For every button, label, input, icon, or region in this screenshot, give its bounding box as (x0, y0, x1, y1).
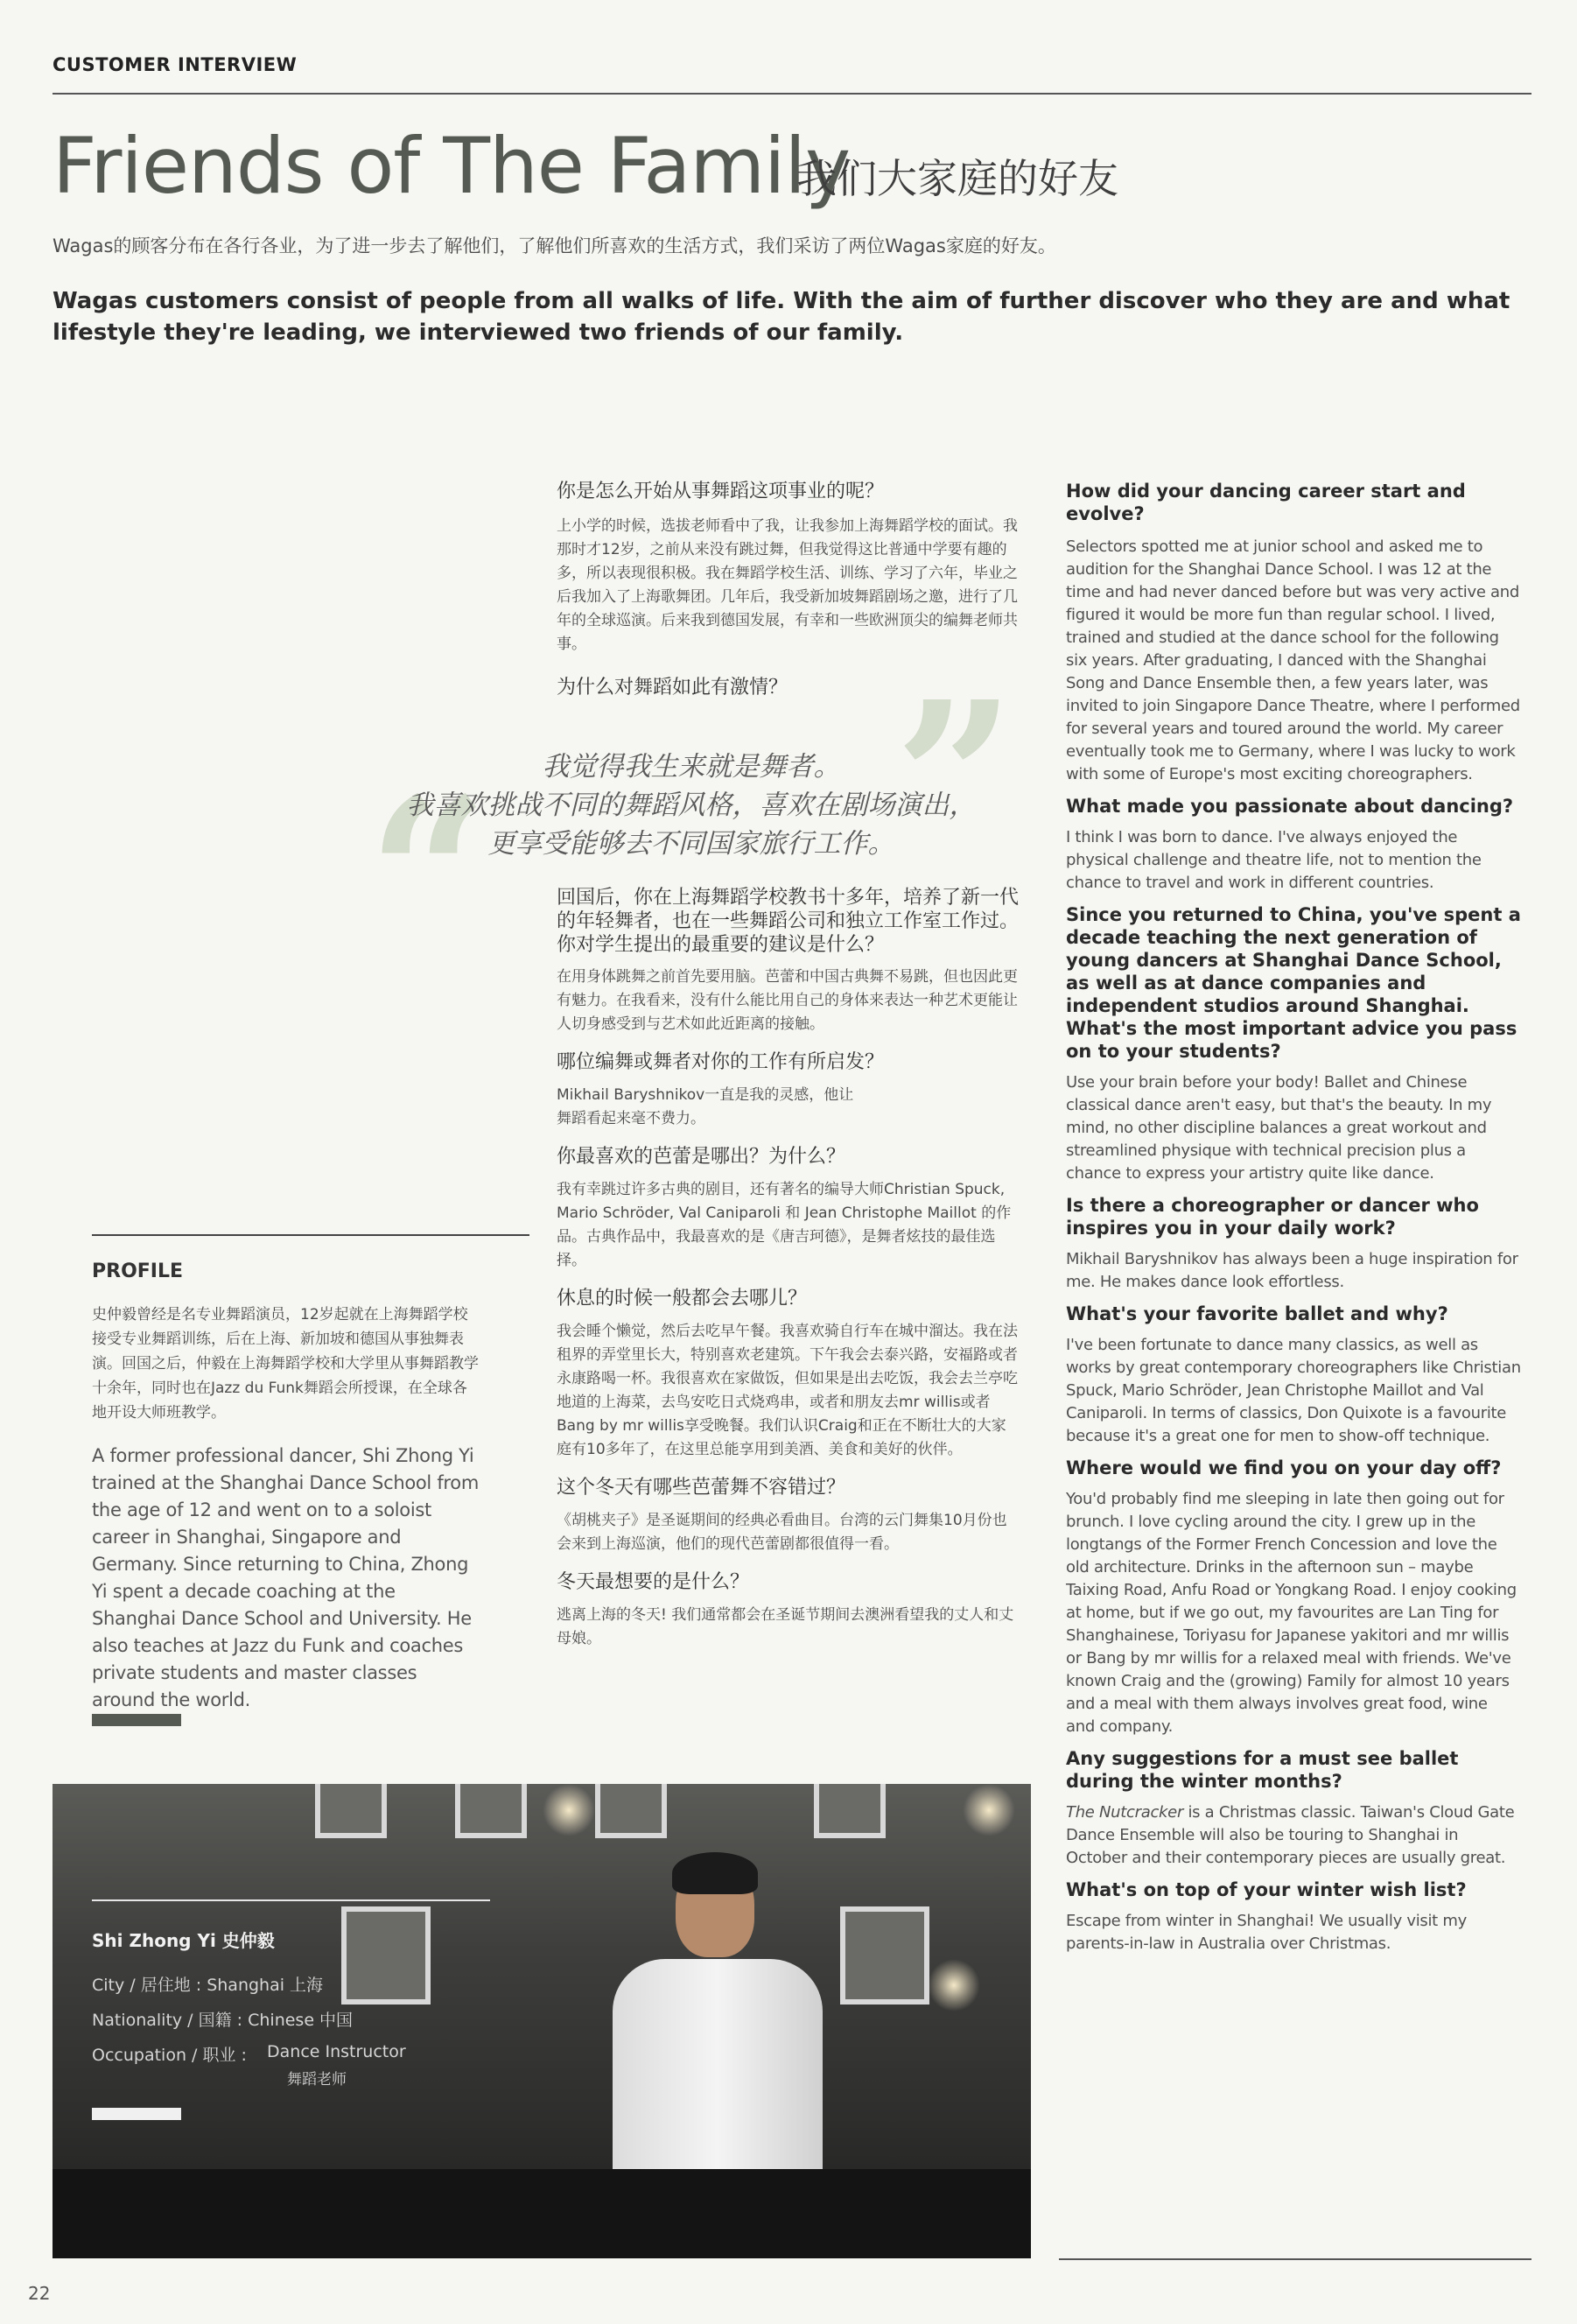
zh-qa-bottom (557, 886, 1020, 1651)
en-question-2: What made you passionate about dancing? (1066, 796, 1514, 817)
en-question-7: Any suggestions for a must see ballet during the winter months? (1066, 1748, 1459, 1792)
en-answer-7-rest: is a Christmas classic. Taiwan's Cloud Gate Dance Ensemble will also be touring to Shanghai in October and their contemporary pieces are usually great. (1066, 1803, 1515, 1867)
wall-frame (341, 1906, 431, 2005)
top-divider (53, 93, 1531, 95)
card-nationality: Nationality / 国籍 : Chinese 中国 (92, 2011, 354, 2030)
zh-answer-8: 逃离上海的冬天! 我们通常都会在圣诞节期间去澳洲看望我的丈人和丈母娘。 (557, 1606, 1014, 1647)
card-city: City / 居住地 : Shanghai 上海 (92, 1976, 324, 1995)
wall-frame (840, 1906, 929, 2005)
wall-frame (315, 1784, 387, 1838)
wall-frame (595, 1784, 667, 1838)
en-answer-3: Use your brain before your body! Ballet and Chinese classical dance aren't easy, but that's the beauty. In my mind, no other discipline balances a great workout and streamlined physique with technical precision plus a chance to express your artistry quite like dance. (1066, 1073, 1492, 1183)
card-occupation-chinese: 舞蹈老师 (287, 2071, 347, 2089)
lamp-light (928, 1959, 980, 2012)
card-name: Shi Zhong Yi 史仲毅 (92, 1930, 275, 1951)
zh-question-4: 哪位编舞或舞者对你的工作有所启发？ (557, 1051, 885, 1073)
wall-frame (455, 1784, 527, 1838)
profile-divider (92, 1234, 529, 1236)
zh-question-2: 为什么对舞蹈如此有激情？ (557, 677, 788, 699)
en-answer-1: Selectors spotted me at junior school and asked me to audition for the Shanghai Dance School. I was 12 at the time and had never danced before but was very active and figured it would be more fun than regular school. I lived, trained and studied at the dance school for the following six years. After graduating, I danced with the Shanghai Song and Dance Ensemble then, a few years later, was invited to join Singapore Dance Theatre, where I performed for several years and toured around the world. My career eventually took me to Germany, where I was lucky to work with some of Europe's most exciting choreographers. (1066, 537, 1520, 783)
page-title: Friends of The Family (53, 121, 851, 211)
zh-question-3: 回国后，你在上海舞蹈学校教书十多年，培养了新一代的年轻舞者，也在一些舞蹈公司和独立工作室工作过。你对学生提出的最重要的建议是什么？ (557, 887, 1020, 956)
zh-question-5: 你最喜欢的芭蕾是哪出？为什么？ (557, 1146, 846, 1168)
card-occupation-label: Occupation / 职业 : (92, 2046, 247, 2065)
quote-line-3: 更享受能够去不同国家旅行工作。 (487, 828, 895, 860)
en-answer-6: You'd probably find me sleeping in late then going out for brunch. I love cycling around the city. I grew up in the longtangs of the Former French Concession and love the old architecture. Drinks in the afternoon sun – maybe Taixing Road, Anfu Road or Yongkang Road. I enjoy cooking at home, but if we go out, my favourites are Lan Ting for Shanghainese, Toriyasu for Japanese yakitori and mr willis or Bang by mr willis for a relaxed meal with friends. We've known Craig and the (growing) Family for almost 10 years and a meal with them always involves great food, wine and company. (1066, 1490, 1517, 1736)
en-qa (1066, 480, 1521, 1955)
en-question-5: What's your favorite ballet and why? (1066, 1303, 1448, 1324)
card-accent-bar (92, 2108, 181, 2120)
zh-answer-1: 上小学的时候，选拔老师看中了我，让我参加上海舞蹈学校的面试。我那时才12岁，之前从来没有跳过舞，但我觉得这比普通中学要有趣的多，所以表现很积极。我在舞蹈学校生活、训练、学习了六年，毕业之后我加入了上海歌舞团。几年后，我受新加坡舞蹈剧场之邀，进行了几年的全球巡演。后来我到德国发展，有幸和一些欧洲顶尖的编舞老师共事。 (557, 517, 1018, 653)
zh-answer-3: 在用身体跳舞之前首先要用脑。芭蕾和中国古典舞不易跳，但也因此更有魅力。在我看来，没有什么能比用自己的身体来表达一种艺术更能让人切身感受到与艺术如此近距离的接触。 (557, 968, 1018, 1033)
en-answer-8: Escape from winter in Shanghai! We usually visit my parents-in-law in Australia over Christmas. (1066, 1912, 1467, 1953)
profile-title: PROFILE (92, 1260, 184, 1282)
en-question-3: Since you returned to China, you've spent a decade teaching the next generation of young dancers at Shanghai Dance School, as well as at dance companies and independent studios around Shanghai. What's the most important advice you pass on to your students? (1066, 904, 1521, 1062)
zh-answer-6: 我会睡个懒觉，然后去吃早午餐。我喜欢骑自行车在城中溜达。我在法租界的弄堂里长大，特别喜欢老建筑。下午我会去泰兴路，安福路或者永康路喝一杯。我很喜欢在家做饭，但如果是出去吃饭，我会去兰亭吃地道的上海菜，去鸟安吃日式烧鸡串，或者和朋友去mr willis或者Bang by mr willis享受晚餐。我们认识Craig和正在不断壮大的大家庭有10多年了，在这里总能享用到美酒、美食和美好的伙伴。 (557, 1323, 1018, 1458)
profile-english: A former professional dancer, Shi Zhong Yi trained at the Shanghai Dance School from the age of 12 and went on to a soloist career in Shanghai, Singapore and Germany. Since returning to China, Zhong Yi spent a decade coaching at the Shanghai Dance School and University. He also teaches at Jazz du Funk and coaches private students and master classes around the world. (92, 1445, 480, 1710)
open-quote-icon: “ (368, 752, 489, 999)
profile-accent-bar (92, 1714, 181, 1726)
zh-question-1: 你是怎么开始从事舞蹈这项事业的呢？ (557, 481, 885, 502)
intro-chinese: Wagas的顾客分布在各行各业，为了进一步去了解他们，了解他们所喜欢的生活方式，我们采访了两位Wagas家庭的好友。 (53, 235, 1056, 256)
quote-line-1: 我觉得我生来就是舞者。 (542, 751, 841, 783)
en-answer-4: Mikhail Baryshnikov has always been a huge inspiration for me. He makes dance look effortless. (1066, 1250, 1518, 1291)
lamp-light (543, 1784, 595, 1836)
en-question-1: How did your dancing career start and evolve? (1066, 481, 1466, 524)
card-divider (92, 1899, 490, 1901)
page-title-chinese: 我们大家庭的好友 (796, 155, 1118, 202)
zh-question-6: 休息的时候一般都会去哪儿？ (557, 1288, 808, 1309)
ballet-title: The Nutcracker (1066, 1803, 1184, 1822)
quote-line-2: 我喜欢挑战不同的舞蹈风格，喜欢在剧场演出， (406, 790, 977, 821)
table-foreground (53, 2169, 1031, 2258)
profile-chinese: 史仲毅曾经是名专业舞蹈演员，12岁起就在上海舞蹈学校接受专业舞蹈训练，后在上海、新加坡和德国从事独舞表演。回国之后，仲毅在上海舞蹈学校和大学里从事舞蹈教学十余年，同时也在Jazz du Funk舞蹈会所授课，在全球各地开设大师班教学。 (92, 1306, 479, 1422)
close-quote-icon: ” (894, 656, 1015, 902)
bottom-divider (1059, 2258, 1531, 2260)
zh-question-8: 冬天最想要的是什么？ (557, 1571, 750, 1593)
en-question-4: Is there a choreographer or dancer who inspires you in your daily work? (1066, 1195, 1479, 1239)
en-question-6: Where would we find you on your day off? (1066, 1457, 1502, 1478)
zh-answer-7: 《胡桃夹子》是圣诞期间的经典必看曲目。台湾的云门舞集10月份也会来到上海巡演，他们的现代芭蕾剧都很值得一看。 (557, 1512, 1007, 1553)
zh-question-7: 这个冬天有哪些芭蕾舞不容错过？ (557, 1477, 846, 1499)
wall-frame (814, 1784, 886, 1838)
en-answer-7 (1066, 1801, 1521, 1870)
en-answer-5: I've been fortunate to dance many classics, as well as works by great contemporary choreographers like Christian Spuck, Mario Schröder, Jean Christophe Maillot and Val Caniparoli. In terms of classics, Don Quixote is a favourite because it's a great one for men to show-off technique. (1066, 1336, 1521, 1445)
en-answer-2: I think I was born to dance. I've always enjoyed the physical challenge and theatre life, not to mention the chance to travel and work in different countries. (1066, 828, 1482, 892)
zh-answer-5: 我有幸跳过许多古典的剧目，还有著名的编导大师Christian Spuck, Mario Schröder, Val Caniparoli 和 Jean Christophe Maillot 的作品。古典作品中，我最喜欢的是《唐吉珂德》，是舞者炫技的最佳选择。 (557, 1181, 1012, 1269)
section-label: CUSTOMER INTERVIEW (53, 54, 298, 75)
page-number: 22 (28, 2283, 51, 2304)
zh-answer-4: Mikhail Baryshnikov一直是我的灵感，他让舞蹈看起来毫不费力。 (557, 1086, 854, 1127)
en-question-8: What's on top of your winter wish list? (1066, 1879, 1467, 1900)
person-hair (672, 1852, 758, 1894)
lamp-light (963, 1784, 1015, 1836)
intro-english: Wagas customers consist of people from all walks of life. With the aim of further discover who they are and what lifestyle they're leading, we interviewed two friends of our family. (53, 288, 1510, 346)
card-occupation-value: Dance Instructor (267, 2042, 406, 2061)
